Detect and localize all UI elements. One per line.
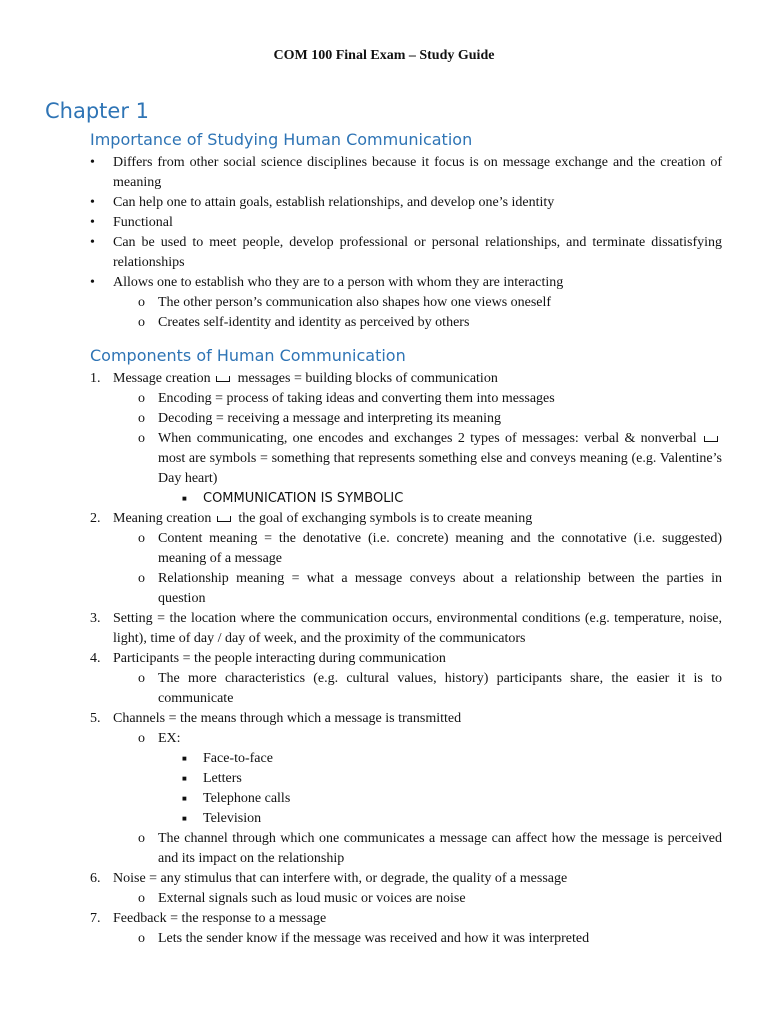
bullet-icon: •	[90, 195, 95, 210]
document-title: COM 100 Final Exam – Study Guide	[273, 48, 495, 63]
section-heading-importance: Importance of Studying Human Communication	[90, 130, 473, 149]
section-heading-components: Components of Human Communication	[90, 346, 406, 365]
circle-bullet-icon: o	[138, 391, 145, 406]
list-item: • Can help one to attain goals, establish relationships, and develop one’s identity	[90, 193, 722, 213]
sub-list-item: o EX:	[90, 729, 722, 749]
sub-sub-list-item: ■ Face-to-face	[90, 749, 722, 769]
bullet-icon: •	[90, 215, 95, 230]
components-list	[90, 369, 722, 949]
sub-list-item: o Decoding = receiving a message and interpreting its meaning	[90, 409, 722, 429]
circle-bullet-icon: o	[138, 411, 145, 426]
list-item: • Can be used to meet people, develop professional or personal relationships, and terminate dissatisfying relationships	[90, 235, 722, 270]
bullet-icon: •	[90, 155, 95, 170]
bullet-icon: •	[90, 275, 95, 290]
square-bullet-icon: ■	[182, 814, 187, 823]
sub-list-item: o External signals such as loud music or voices are noise	[90, 889, 722, 909]
circle-bullet-icon: o	[138, 295, 145, 310]
sub-list-item: o Relationship meaning = what a message conveys about a relationship between the parties in question	[138, 571, 722, 606]
circle-bullet-icon: o	[138, 831, 145, 846]
list-item: 7. Feedback = the response to a message	[90, 911, 327, 926]
arrow-icon	[704, 436, 718, 442]
sub-sub-list-item: ■ COMMUNICATION IS SYMBOLIC	[90, 489, 722, 509]
sub-list-item: o The channel through which one communicates a message can affect how the message is perceived and its impact on the relationship	[138, 831, 722, 866]
circle-bullet-icon: o	[138, 315, 145, 330]
sub-list-item: o The other person’s communication also shapes how one views oneself	[90, 293, 722, 313]
circle-bullet-icon: o	[138, 731, 145, 746]
list-item: • Differs from other social science disciplines because it focus is on message exchange and the creation of meaning	[90, 155, 722, 190]
circle-bullet-icon: o	[138, 531, 145, 546]
square-bullet-icon: ■	[182, 754, 187, 763]
list-item: 4. Participants = the people interacting during communication	[90, 651, 446, 666]
circle-bullet-icon: o	[138, 891, 145, 906]
sub-list-item: o Content meaning = the denotative (i.e. concrete) meaning and the connotative (i.e. suggested) meaning of a message	[138, 531, 722, 566]
list-item: 6. Noise = any stimulus that can interfere with, or degrade, the quality of a message	[90, 871, 568, 886]
list-item: 5. Channels = the means through which a message is transmitted	[90, 711, 462, 726]
list-item: • Allows one to establish who they are to a person with whom they are interacting	[90, 273, 722, 293]
sub-list-item: o Encoding = process of taking ideas and converting them into messages	[90, 389, 722, 409]
chapter-heading: Chapter 1	[45, 99, 149, 123]
circle-bullet-icon: o	[138, 431, 145, 446]
circle-bullet-icon: o	[138, 931, 145, 946]
sub-sub-list-item: ■ Television	[90, 809, 722, 829]
sub-list-item: o The more characteristics (e.g. cultural values, history) participants share, the easier it is to communicate	[138, 671, 722, 706]
sub-list-item: o When communicating, one encodes and exchanges 2 types of messages: verbal & nonverbal most are symbols = something that represents something else and conveys meaning (e.g. Valentine’s Day heart)	[138, 431, 722, 486]
square-bullet-icon: ■	[182, 494, 187, 503]
list-item: • Functional	[90, 213, 722, 233]
arrow-icon	[217, 516, 231, 522]
list-item: 3. Setting = the location where the communication occurs, environmental conditions (e.g. temperature, noise, light), time of day / day of week, and the proximity of the communicators	[90, 611, 722, 646]
circle-bullet-icon: o	[138, 671, 145, 686]
list-item: 2. Meaning creation the goal of exchanging symbols is to create meaning	[90, 511, 533, 526]
sub-list-item: o Lets the sender know if the message was received and how it was interpreted	[90, 929, 722, 949]
bullet-icon: •	[90, 235, 95, 250]
square-bullet-icon: ■	[182, 794, 187, 803]
circle-bullet-icon: o	[138, 571, 145, 586]
sub-list-item: o Creates self-identity and identity as perceived by others	[90, 313, 722, 333]
square-bullet-icon: ■	[182, 774, 187, 783]
importance-list	[90, 153, 722, 333]
sub-sub-list-item: ■ Letters	[90, 769, 722, 789]
arrow-icon	[216, 376, 230, 382]
list-item: 1. Message creation messages = building blocks of communication	[90, 371, 498, 386]
sub-sub-list-item: ■ Telephone calls	[90, 789, 722, 809]
